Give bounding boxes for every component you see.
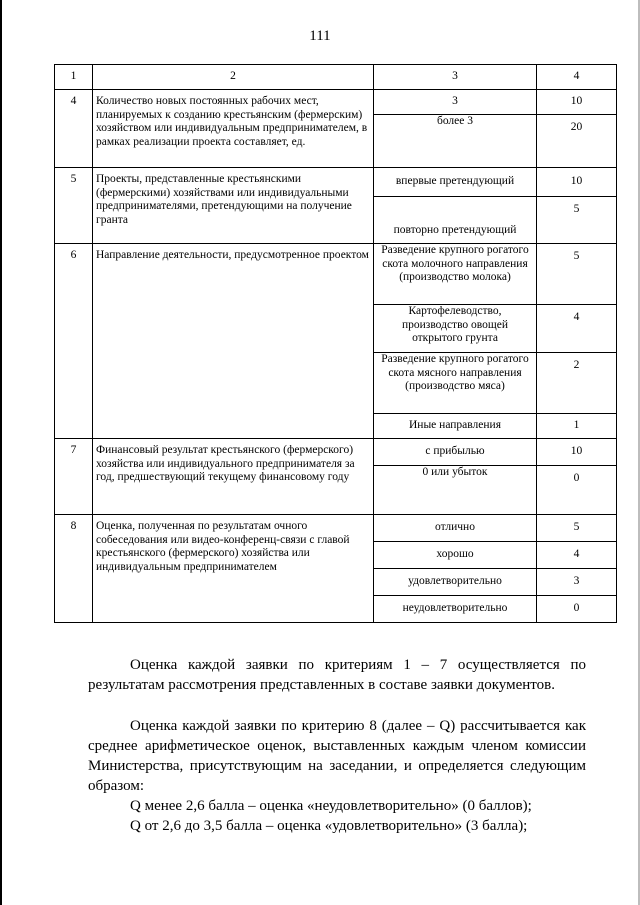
criterion-score: 10 bbox=[537, 439, 617, 466]
q-rule-line: Q от 2,6 до 3,5 балла – оценка «удовлетворительно» (3 балла); bbox=[130, 818, 528, 834]
header-col-4: 4 bbox=[537, 65, 617, 90]
criterion-score: 4 bbox=[537, 305, 617, 353]
criterion-score: 5 bbox=[537, 244, 617, 305]
table-row bbox=[55, 168, 617, 197]
criterion-value: Иные направления bbox=[374, 414, 537, 439]
criterion-value: неудовлетворительно bbox=[374, 596, 537, 623]
q-rule-line: Q менее 2,6 балла – оценка «неудовлетворительно» (0 баллов); bbox=[130, 798, 532, 814]
criterion-value: 0 или убыток bbox=[374, 466, 537, 515]
criterion-score: 20 bbox=[537, 115, 617, 168]
criterion-score: 0 bbox=[537, 466, 617, 515]
table-header-row bbox=[55, 65, 617, 90]
page-number: 111 bbox=[309, 28, 331, 44]
criterion-score: 2 bbox=[537, 353, 617, 414]
criterion-value: Картофелеводство, производство овощей открытого грунта bbox=[374, 305, 537, 353]
criterion-name: Направление деятельности, предусмотренное проектом bbox=[93, 244, 374, 439]
criterion-number: 7 bbox=[55, 439, 93, 515]
criterion-score: 3 bbox=[537, 569, 617, 596]
q-rules-list bbox=[88, 796, 608, 836]
criterion-number: 5 bbox=[55, 168, 93, 244]
criterion-name: Оценка, полученная по результатам очного собеседования или видео-конференц-связи с главой крестьянского (фермерского) хозяйства или индивидуальным предпринимателем bbox=[93, 515, 374, 623]
table-row bbox=[55, 244, 617, 305]
criterion-value: удовлетворительно bbox=[374, 569, 537, 596]
criterion-name: Проекты, представленные крестьянскими (фермерскими) хозяйствами или индивидуальными предпринимателями, претендующими на получение гранта bbox=[93, 168, 374, 244]
table-row bbox=[55, 515, 617, 542]
criterion-value: с прибылью bbox=[374, 439, 537, 466]
criterion-value: Разведение крупного рогатого скота мясного направления (производство мяса) bbox=[374, 353, 537, 414]
criterion-score: 5 bbox=[537, 197, 617, 244]
criterion-value: хорошо bbox=[374, 542, 537, 569]
criterion-value: впервые претендующий bbox=[374, 168, 537, 197]
paragraph-criteria-1-7: Оценка каждой заявки по критериям 1 – 7 осуществляется по результатам рассмотрения представленных в составе заявки документов. bbox=[88, 657, 586, 693]
criterion-value: повторно претендующий bbox=[374, 197, 537, 244]
criterion-score: 1 bbox=[537, 414, 617, 439]
criteria-table bbox=[54, 64, 617, 623]
criterion-score: 4 bbox=[537, 542, 617, 569]
scan-left-edge bbox=[0, 0, 2, 905]
criterion-score: 10 bbox=[537, 90, 617, 115]
criterion-value: отлично bbox=[374, 515, 537, 542]
criterion-name: Количество новых постоянных рабочих мест, планируемых к созданию крестьянским (фермерским) хозяйством или индивидуальным предпринимателем, в рамках реализации проекта составляет, ед. bbox=[93, 90, 374, 168]
criterion-number: 6 bbox=[55, 244, 93, 439]
paragraph-criterion-8: Оценка каждой заявки по критерию 8 (далее – Q) рассчитывается как среднее арифметическое оценок, выставленных каждым членом комиссии Министерства, присутствующим на заседании, и определяется следующим образом: bbox=[88, 718, 586, 794]
criterion-value: Разведение крупного рогатого скота молочного направления (производство молока) bbox=[374, 244, 537, 305]
criterion-score: 5 bbox=[537, 515, 617, 542]
criterion-value: 3 bbox=[374, 90, 537, 115]
criterion-number: 4 bbox=[55, 90, 93, 168]
criterion-score: 0 bbox=[537, 596, 617, 623]
table-row bbox=[55, 90, 617, 115]
criterion-value: более 3 bbox=[374, 115, 537, 168]
header-col-3: 3 bbox=[374, 65, 537, 90]
header-col-2: 2 bbox=[93, 65, 374, 90]
header-col-1: 1 bbox=[55, 65, 93, 90]
criterion-number: 8 bbox=[55, 515, 93, 623]
criterion-name: Финансовый результат крестьянского (фермерского) хозяйства или индивидуального предпринимателя за год, предшествующий текущему финансовому году bbox=[93, 439, 374, 515]
table-row bbox=[55, 439, 617, 466]
criterion-score: 10 bbox=[537, 168, 617, 197]
